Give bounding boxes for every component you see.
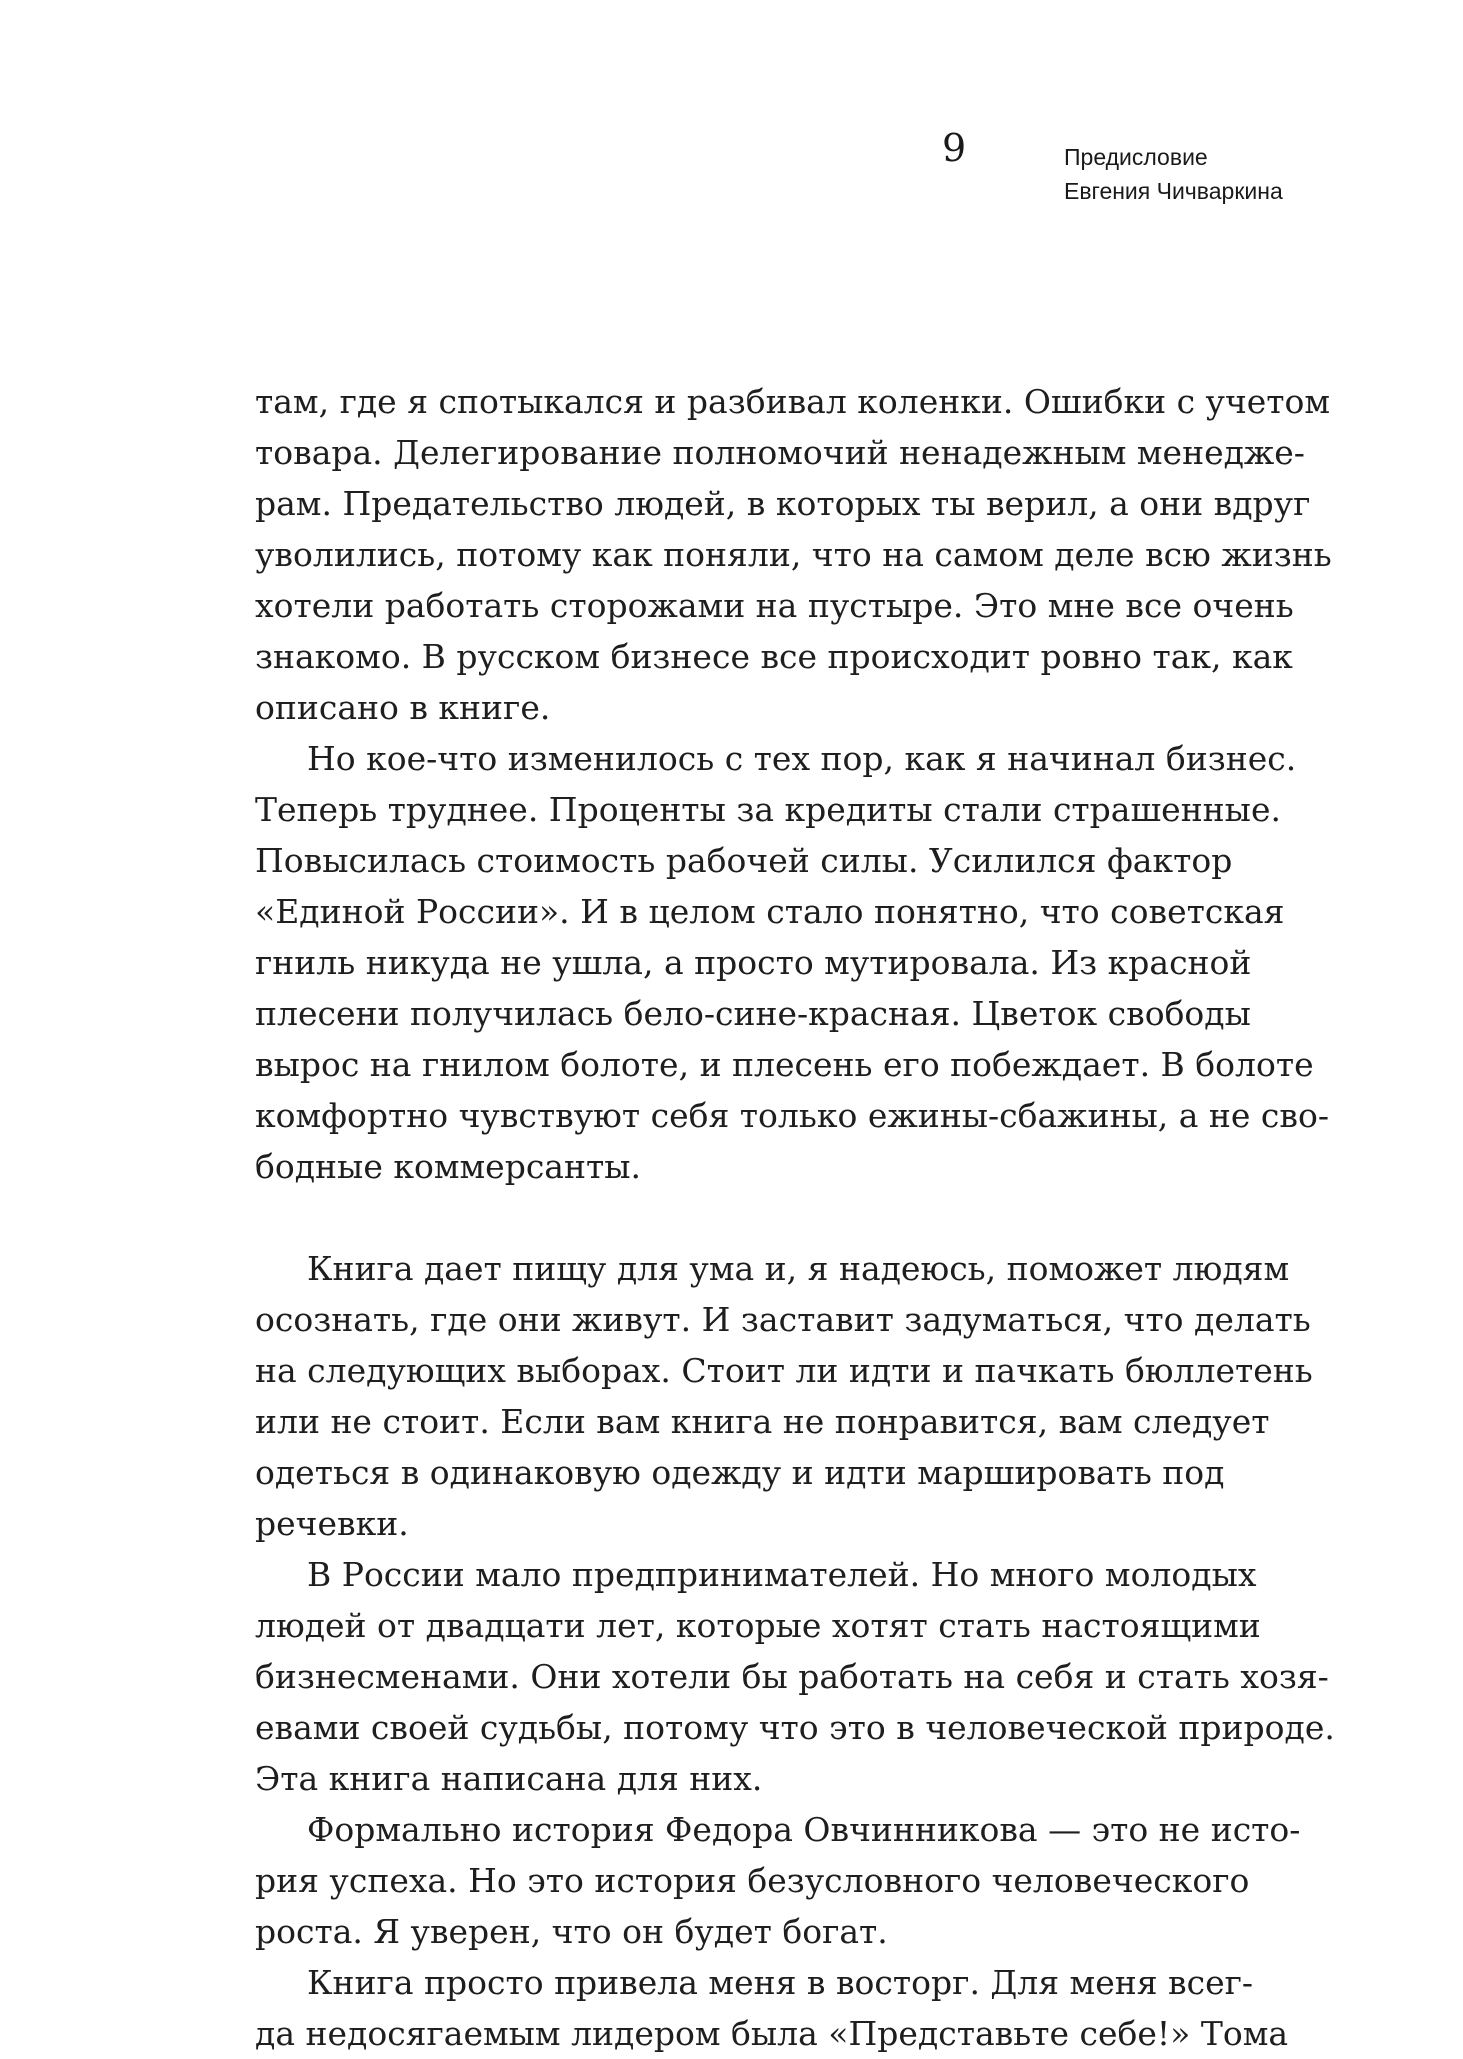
text-line: осознать, где они живут. И заставит задуматься, что делать: [255, 1300, 1311, 1339]
text-line: товара. Делегирование полномочий ненадежным менедже-: [255, 433, 1305, 472]
paragraph: [255, 1243, 1315, 1549]
text-line: Эта книга написана для них.: [255, 1759, 763, 1798]
text-line: одеться в одинаковую одежду и идти маршировать под: [255, 1453, 1225, 1492]
text-line: людей от двадцати лет, которые хотят стать настоящими: [255, 1606, 1261, 1645]
page-number: 9: [942, 126, 967, 170]
text-line: вырос на гнилом болоте, и плесень его побеждает. В болоте: [255, 1045, 1314, 1084]
text-line: евами своей судьбы, потому что это в человеческой природе.: [255, 1708, 1335, 1747]
text-line: хотели работать сторожами на пустыре. Это мне все очень: [255, 586, 1294, 625]
body-text: [255, 376, 1335, 2059]
text-line: плесени получилась бело-сине-красная. Цветок свободы: [255, 994, 1251, 1033]
text-line: или не стоит. Если вам книга не понравится, вам следует: [255, 1402, 1270, 1441]
text-line: речевки.: [255, 1504, 409, 1543]
text-line: гниль никуда не ушла, а просто мутировала. Из красной: [255, 943, 1252, 982]
text-line: В России мало предпринимателей. Но много молодых: [307, 1555, 1257, 1594]
text-line: описано в книге.: [255, 688, 551, 727]
text-line: Формально история Федора Овчинникова — это не исто-: [307, 1810, 1301, 1849]
text-line: на следующих выборах. Стоит ли идти и пачкать бюллетень: [255, 1351, 1313, 1390]
text-line: рам. Предательство людей, в которых ты верил, а они вдруг: [255, 484, 1311, 523]
text-line: Книга дает пищу для ума и, я надеюсь, поможет людям: [307, 1249, 1290, 1288]
running-head-author: Евгения Чичваркина: [1064, 178, 1283, 204]
paragraph: [255, 376, 1332, 733]
text-line: комфортно чувствуют себя только ежины-сбажины, а не сво-: [255, 1096, 1329, 1135]
text-line: «Единой России». И в целом стало понятно, что советская: [255, 892, 1285, 931]
text-line: [255, 1192, 1315, 1243]
running-head-section: Предисловие: [1064, 144, 1208, 170]
paragraph: [255, 733, 1329, 1243]
text-line: рия успеха. Но это история безусловного человеческого: [255, 1861, 1250, 1900]
text-line: там, где я спотыкался и разбивал коленки. Ошибки с учетом: [255, 382, 1331, 421]
paragraph: [255, 1549, 1335, 1804]
text-line: да недосягаемым лидером была «Представьте себе!» Тома: [255, 2014, 1289, 2053]
text-line: Теперь труднее. Проценты за кредиты стали страшенные.: [255, 790, 1281, 829]
text-line: знакомо. В русском бизнесе все происходит ровно так, как: [255, 637, 1293, 676]
text-line: Повысилась стоимость рабочей силы. Усилился фактор: [255, 841, 1233, 880]
paragraph: [255, 1957, 1315, 2059]
text-line: Книга просто привела меня в восторг. Для меня всег-: [307, 1963, 1254, 2002]
running-head: [1064, 140, 1283, 208]
paragraph: [255, 1804, 1315, 1957]
text-line: Но кое-что изменилось с тех пор, как я начинал бизнес.: [307, 739, 1297, 778]
text-line: бизнесменами. Они хотели бы работать на себя и стать хозя-: [255, 1657, 1329, 1696]
text-line: бодные коммерсанты.: [255, 1147, 641, 1186]
text-line: роста. Я уверен, что он будет богат.: [255, 1912, 888, 1951]
text-line: уволились, потому как поняли, что на самом деле всю жизнь: [255, 535, 1332, 574]
